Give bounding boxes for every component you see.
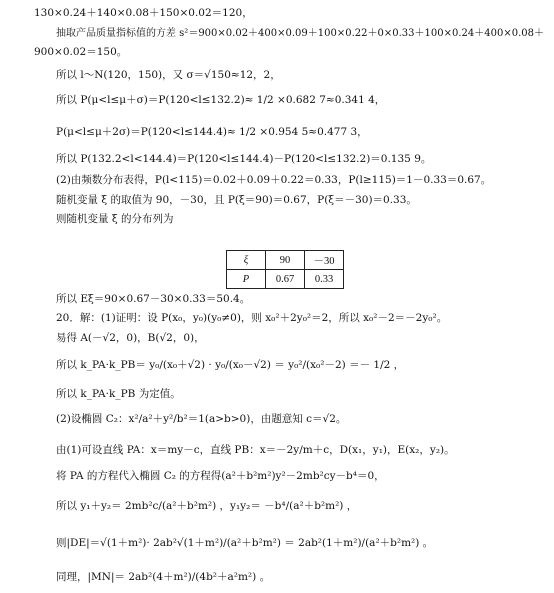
text-line: 所以 k_PA·k_PB＝ y₀/(x₀＋√2) · y₀/(x₀－√2) ＝ y₀²/(x₀²－2) ＝－ 1/2 ， xyxy=(56,359,405,371)
text-line: 则随机变量 ξ 的分布列为 xyxy=(56,213,174,225)
table-cell: ξ xyxy=(227,251,266,270)
table-row xyxy=(227,251,344,270)
text-line: 所以 l～N(120，150)，又 σ＝√150≈12，2， xyxy=(56,69,281,81)
text-line: P(μ<l≤μ＋2σ)＝P(120<l≤144.4)≈ 1/2 ×0.954 5≈0.477 3， xyxy=(56,126,368,138)
text-line: 所以 Eξ＝90×0.67－30×0.33＝50.4。 xyxy=(56,293,251,305)
text-line: 所以 y₁＋y₂＝ 2mb²c/(a²＋b²m²) ，y₁y₂＝ －b⁴/(a²＋b²m²) ， xyxy=(56,500,358,512)
text-line: (2)由频数分布表得，P(l<115)＝0.02＋0.09＋0.22＝0.33，P(l≥115)＝1－0.33＝0.67。 xyxy=(56,174,492,186)
table-cell: 0.67 xyxy=(266,270,305,289)
table-cell: 90 xyxy=(266,251,305,270)
text-line: 则|DE|＝√(1＋m²)· 2ab²√(1＋m²)/(a²＋b²m²) ＝ 2ab²(1＋m²)/(a²＋b²m²) 。 xyxy=(56,537,434,549)
table-cell: 0.33 xyxy=(305,270,344,289)
text-line: 同理，|MN|＝ 2ab²(4＋m²)/(4b²＋a²m²) 。 xyxy=(56,571,271,583)
text-line: 抽取产品质量指标值的方差 s²＝900×0.02＋400×0.09＋100×0.22＋0×0.33＋100×0.24＋400×0.08＋ xyxy=(56,28,544,39)
text-line: 所以 P(132.2<l<144.4)＝P(120<l≤144.4)－P(120<l≤132.2)＝0.135 9。 xyxy=(56,153,432,165)
text-line: 由(1)可设直线 PA：x＝my－c，直线 PB：x＝－2y/m＋c，D(x₁，y₁)，E(x₂，y₂)。 xyxy=(56,444,455,456)
text-line: 易得 A(－√2，0)，B(√2，0)， xyxy=(56,332,205,344)
text-line: 所以 k_PA·k_PB 为定值。 xyxy=(56,388,181,400)
distribution-table xyxy=(226,250,344,289)
table-row xyxy=(227,270,344,289)
text-line: (2)设椭圆 C₂：x²/a²＋y²/b²＝1(a>b>0)，由题意知 c＝√2。 xyxy=(56,413,347,425)
text-line: 20．解：(1)证明：设 P(x₀，y₀)(y₀≠0)，则 x₀²＋2y₀²＝2，所以 x₀²－2＝－2y₀²。 xyxy=(56,312,448,324)
text-line: 将 PA 的方程代入椭圆 C₂ 的方程得(a²＋b²m²)y²－2mb²cy－b⁴＝0， xyxy=(56,470,385,482)
text-line: 所以 P(μ<l≤μ＋σ)＝P(120<l≤132.2)≈ 1/2 ×0.682 7≈0.341 4， xyxy=(56,94,386,106)
table-cell: P xyxy=(227,270,266,289)
text-line: 900×0.02＝150。 xyxy=(34,46,128,58)
table-cell: －30 xyxy=(305,251,344,270)
text-line: 随机变量 ξ 的取值为 90，－30，且 P(ξ＝90)＝0.67，P(ξ＝－30)＝0.33。 xyxy=(56,194,417,206)
text-line: 130×0.24＋140×0.08＋150×0.02＝120， xyxy=(34,7,253,19)
